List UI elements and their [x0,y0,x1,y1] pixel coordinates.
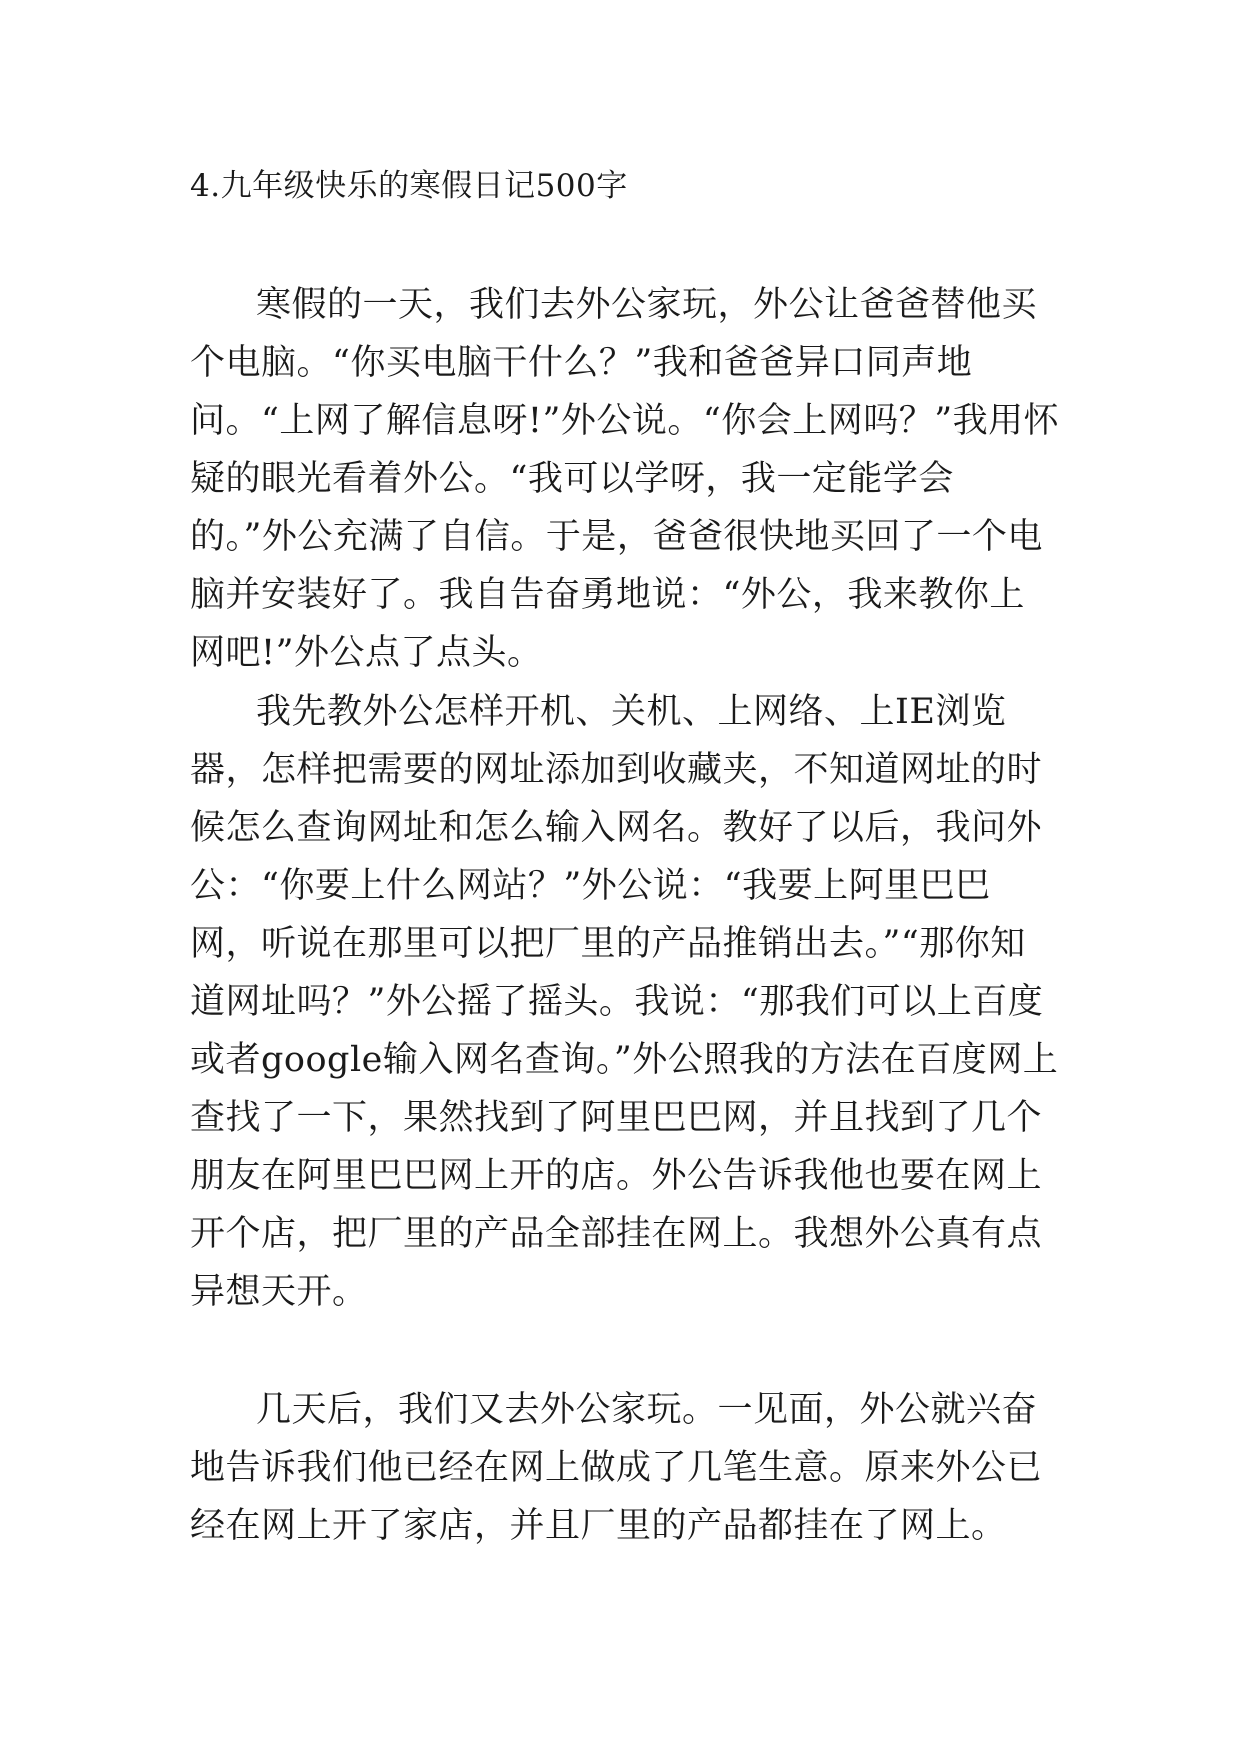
paragraph-2: 我先教外公怎样开机、关机、上网络、上IE浏览器，怎样把需要的网址添加到收藏夹，不知道网址的时候怎么查询网址和怎么输入网名。教好了以后，我问外公：“你要上什么网站？”外公说：“我要上阿里巴巴网，听说在那里可以把厂里的产品推销出去。”“那你知道网址吗？”外公摇了摇头。我说：“那我们可以上百度或者google输入网名查询。”外公照我的方法在百度网上查找了一下，果然找到了阿里巴巴网，并且找到了几个朋友在阿里巴巴网上开的店。外公告诉我他也要在网上开个店，把厂里的产品全部挂在网上。我想外公真有点异想天开。 [190,692,1059,1312]
paragraph-1: 寒假的一天，我们去外公家玩，外公让爸爸替他买个电脑。“你买电脑干什么？”我和爸爸异口同声地问。“上网了解信息呀!”外公说。“你会上网吗？”我用怀疑的眼光看着外公。“我可以学呀，我一定能学会的。”外公充满了自信。于是，爸爸很快地买回了一个电脑并安装好了。我自告奋勇地说：“外公，我来教你上网吧!”外公点了点头。 [190,285,1060,673]
document-title: 4.九年级快乐的寒假日记500字 [190,168,628,204]
paragraph-3: 几天后，我们又去外公家玩。一见面，外公就兴奋地告诉我们他已经在网上做成了几笔生意。原来外公已经在网上开了家店，并且厂里的产品都挂在了网上。 [190,1390,1043,1546]
